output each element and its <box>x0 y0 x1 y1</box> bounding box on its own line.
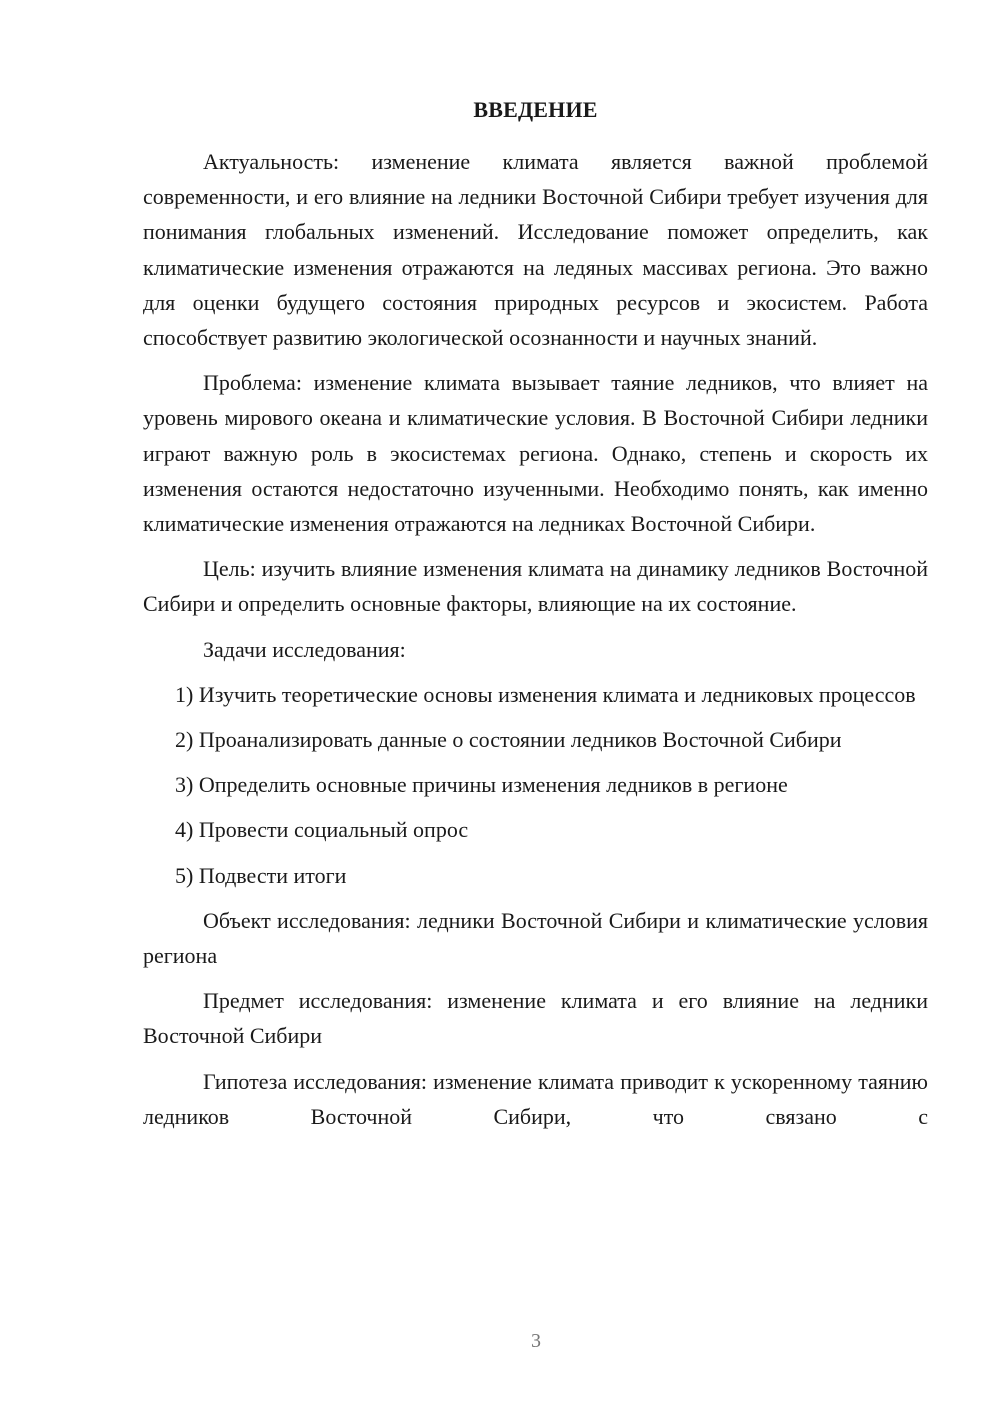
paragraph-object: Объект исследования: ледники Восточной Сибири и климатические условия региона <box>143 907 928 969</box>
paragraph-goal: Цель: изучить влияние изменения климата на динамику ледников Восточной Сибири и определить основные факторы, влияющие на их состояние. <box>143 556 928 617</box>
task-item: 4) Провести социальный опрос <box>175 817 469 843</box>
paragraph-subject: Предмет исследования: изменение климата и его влияние на ледники Восточной Сибири <box>143 988 928 1049</box>
paragraph-hypothesis: Гипотеза исследования: изменение климата приводит к ускоренному таянию ледников Восточной Сибири, что связано с <box>143 1068 928 1129</box>
paragraph-relevance: Актуальность: изменение климата является важной проблемой современности, и его влияние на ледники Восточной Сибири требует изучения для понимания глобальных изменений. Исследование поможет определить, как климатические изменения отражаются на ледяных массивах региона. Это важно для оценки будущего состояния природных ресурсов и экосистем. Работа способствует развитию экологической осознанности и научных знаний. <box>143 149 928 351</box>
task-item: 2) Проанализировать данные о состоянии ледников Восточной Сибири <box>175 727 842 753</box>
page-number: 3 <box>531 1330 541 1352</box>
paragraph-tasks-heading: Задачи исследования: <box>203 636 406 662</box>
task-item: 1) Изучить теоретические основы изменения климата и ледниковых процессов <box>175 681 916 707</box>
task-item: 3) Определить основные причины изменения ледников в регионе <box>175 772 788 798</box>
document-page <box>143 96 928 1144</box>
paragraph-problem: Проблема: изменение климата вызывает таяние ледников, что влияет на уровень мирового океана и климатические условия. В Восточной Сибири ледники играют важную роль в экосистемах региона. Однако, степень и скорость их изменения остаются недостаточно изученными. Необходимо понять, как именно климатические изменения отражаются на ледниках Восточной Сибири. <box>143 370 928 537</box>
section-title: ВВЕДЕНИЕ <box>473 97 598 122</box>
task-item: 5) Подвести итоги <box>175 862 347 888</box>
